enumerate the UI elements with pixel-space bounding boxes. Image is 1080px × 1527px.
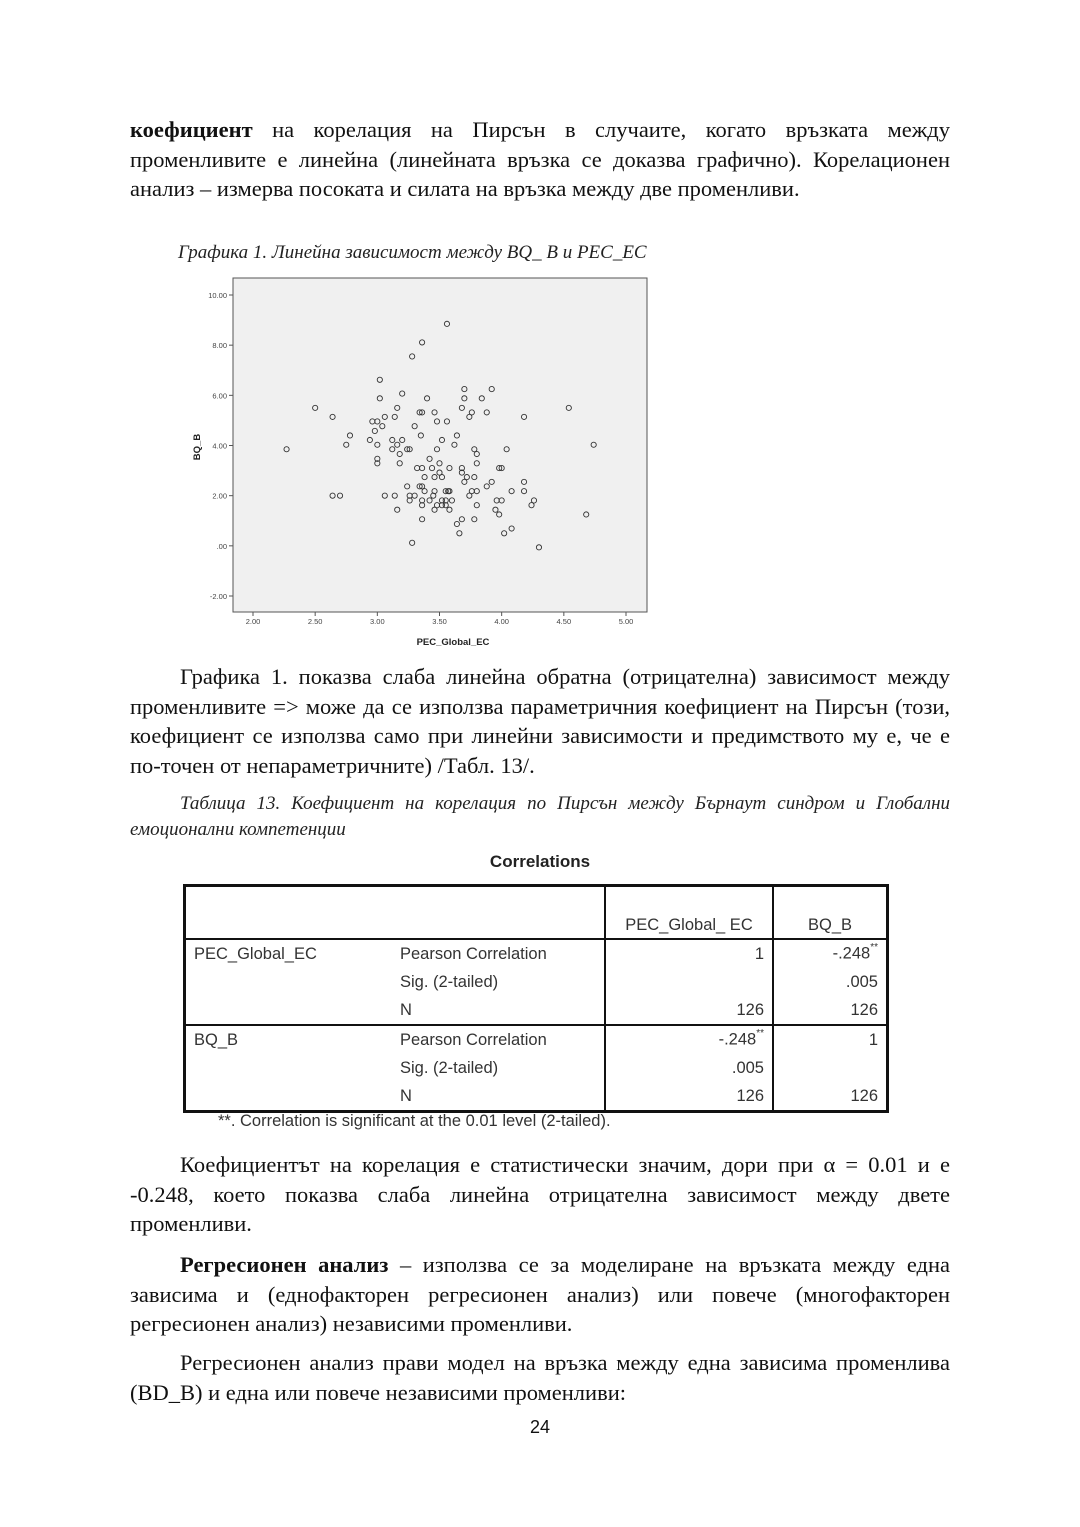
cell-value: -.248**: [605, 1025, 773, 1054]
cell-value: 126: [605, 1082, 773, 1112]
paragraph-regression-definition: Регресионен анализ – използва се за моделиране на връзката между една зависима и (еднофакторен регресионен анализ) или повече (многофакторен регресионен анализ) независими променливи.: [130, 1252, 950, 1336]
significance-mark: **: [870, 942, 878, 954]
header-empty-var: [185, 886, 393, 940]
table-row: [185, 968, 888, 996]
table-row: [185, 939, 888, 968]
plot-area: [233, 278, 647, 612]
cell-value: .005: [773, 968, 888, 996]
table-row: [185, 1082, 888, 1112]
paragraph-chart-interpretation: Графика 1. показва слаба линейна обратна (отрицателна) зависимост между променливите => може да се използва параметричния коефициент на Пирсън (този, коефициент се използва само при линейни зависимости и предимството му е, че е по-точен от непараметричните) /Табл. 13/.: [130, 664, 950, 778]
cell-value: [773, 1054, 888, 1082]
table-title: Correlations: [489, 852, 591, 871]
cell-value: 1: [605, 939, 773, 968]
bold-term-coefficient: коефициент: [130, 117, 253, 142]
row-variable: [185, 1082, 393, 1112]
cell-value: [605, 968, 773, 996]
table-footnote: **. Correlation is significant at the 0.01 level (2-tailed).: [218, 1112, 611, 1130]
cell-value: 1: [773, 1025, 888, 1054]
y-tick-label: 4.00: [212, 441, 227, 451]
paragraph-regression-model: Регресионен анализ прави модел на връзка между една зависима променлива (BD_B) и една или повече независими променливи:: [130, 1350, 950, 1405]
figure-caption: Графика 1. Линейна зависимост между BQ_ B и PEC_EC: [178, 242, 647, 263]
row-variable: [185, 968, 393, 996]
row-statistic: Pearson Correlation: [392, 939, 605, 968]
table-row: [185, 1054, 888, 1082]
cell-value: .005: [605, 1054, 773, 1082]
y-tick-label: 8.00: [212, 341, 227, 351]
cell-value: 126: [773, 996, 888, 1025]
scatter-chart: [180, 275, 650, 655]
table-header-row: [185, 886, 888, 940]
row-variable: [185, 1054, 393, 1082]
header-bq-b: BQ_B: [773, 886, 888, 940]
x-axis-label: PEC_Global_EC: [416, 637, 490, 648]
y-tick-label: 6.00: [212, 391, 227, 401]
y-tick-label: 10.00: [208, 291, 227, 300]
y-tick-label: .00: [216, 541, 227, 551]
y-axis-label: BQ_B: [192, 433, 203, 461]
significance-mark: **: [756, 1028, 764, 1040]
y-tick-label: -2.00: [209, 592, 227, 601]
row-variable: PEC_Global_EC: [185, 939, 393, 968]
cell-value: -.248**: [773, 939, 888, 968]
bold-term-regression: Регресионен анализ: [180, 1252, 389, 1277]
header-empty-stat: [392, 886, 605, 940]
row-statistic: Sig. (2-tailed): [400, 1058, 499, 1077]
cell-value: 126: [605, 996, 773, 1025]
row-statistic: N: [400, 1000, 412, 1019]
x-tick-label: 3.00: [370, 617, 385, 626]
x-tick-label: 5.00: [618, 617, 634, 626]
row-statistic: Pearson Correlation: [392, 1025, 605, 1054]
table-row: [185, 996, 888, 1025]
x-tick-label: 4.00: [494, 617, 509, 626]
paragraph-significance: Коефициентът на корелация е статистически значим, дори при α = 0.01 и е -0.248, което показва слаба линейна отрицателна зависимост между двете променливи.: [130, 1152, 950, 1236]
header-pec-global-ec: PEC_Global_ EC: [605, 886, 773, 940]
scatter-plot-svg: [180, 275, 650, 655]
x-tick-label: 2.50: [307, 617, 323, 626]
row-variable: BQ_B: [185, 1025, 393, 1054]
x-tick-label: 2.00: [245, 617, 261, 626]
row-statistic: N: [400, 1086, 412, 1105]
y-tick-label: 2.00: [212, 491, 227, 501]
row-variable: [185, 996, 393, 1025]
page-number: 24: [529, 1417, 551, 1437]
x-tick-label: 3.50: [432, 617, 447, 626]
paragraph-intro: коефициент на корелация на Пирсън в случаите, когато връзката между променливите е линейна (линейната връзка се доказва графично). Корелационен анализ – измерва посоката и силата на връзка между две променливи.: [130, 117, 950, 201]
correlations-table: [183, 884, 889, 1113]
table-row: [185, 1025, 888, 1054]
row-statistic: Sig. (2-tailed): [400, 972, 499, 991]
cell-value: 126: [773, 1082, 888, 1112]
table-caption: Таблица 13. Коефициент на корелация по Пирсън между Бърнаут синдром и Глобални емоционални компетенции: [130, 793, 950, 840]
x-tick-label: 4.50: [556, 617, 572, 626]
